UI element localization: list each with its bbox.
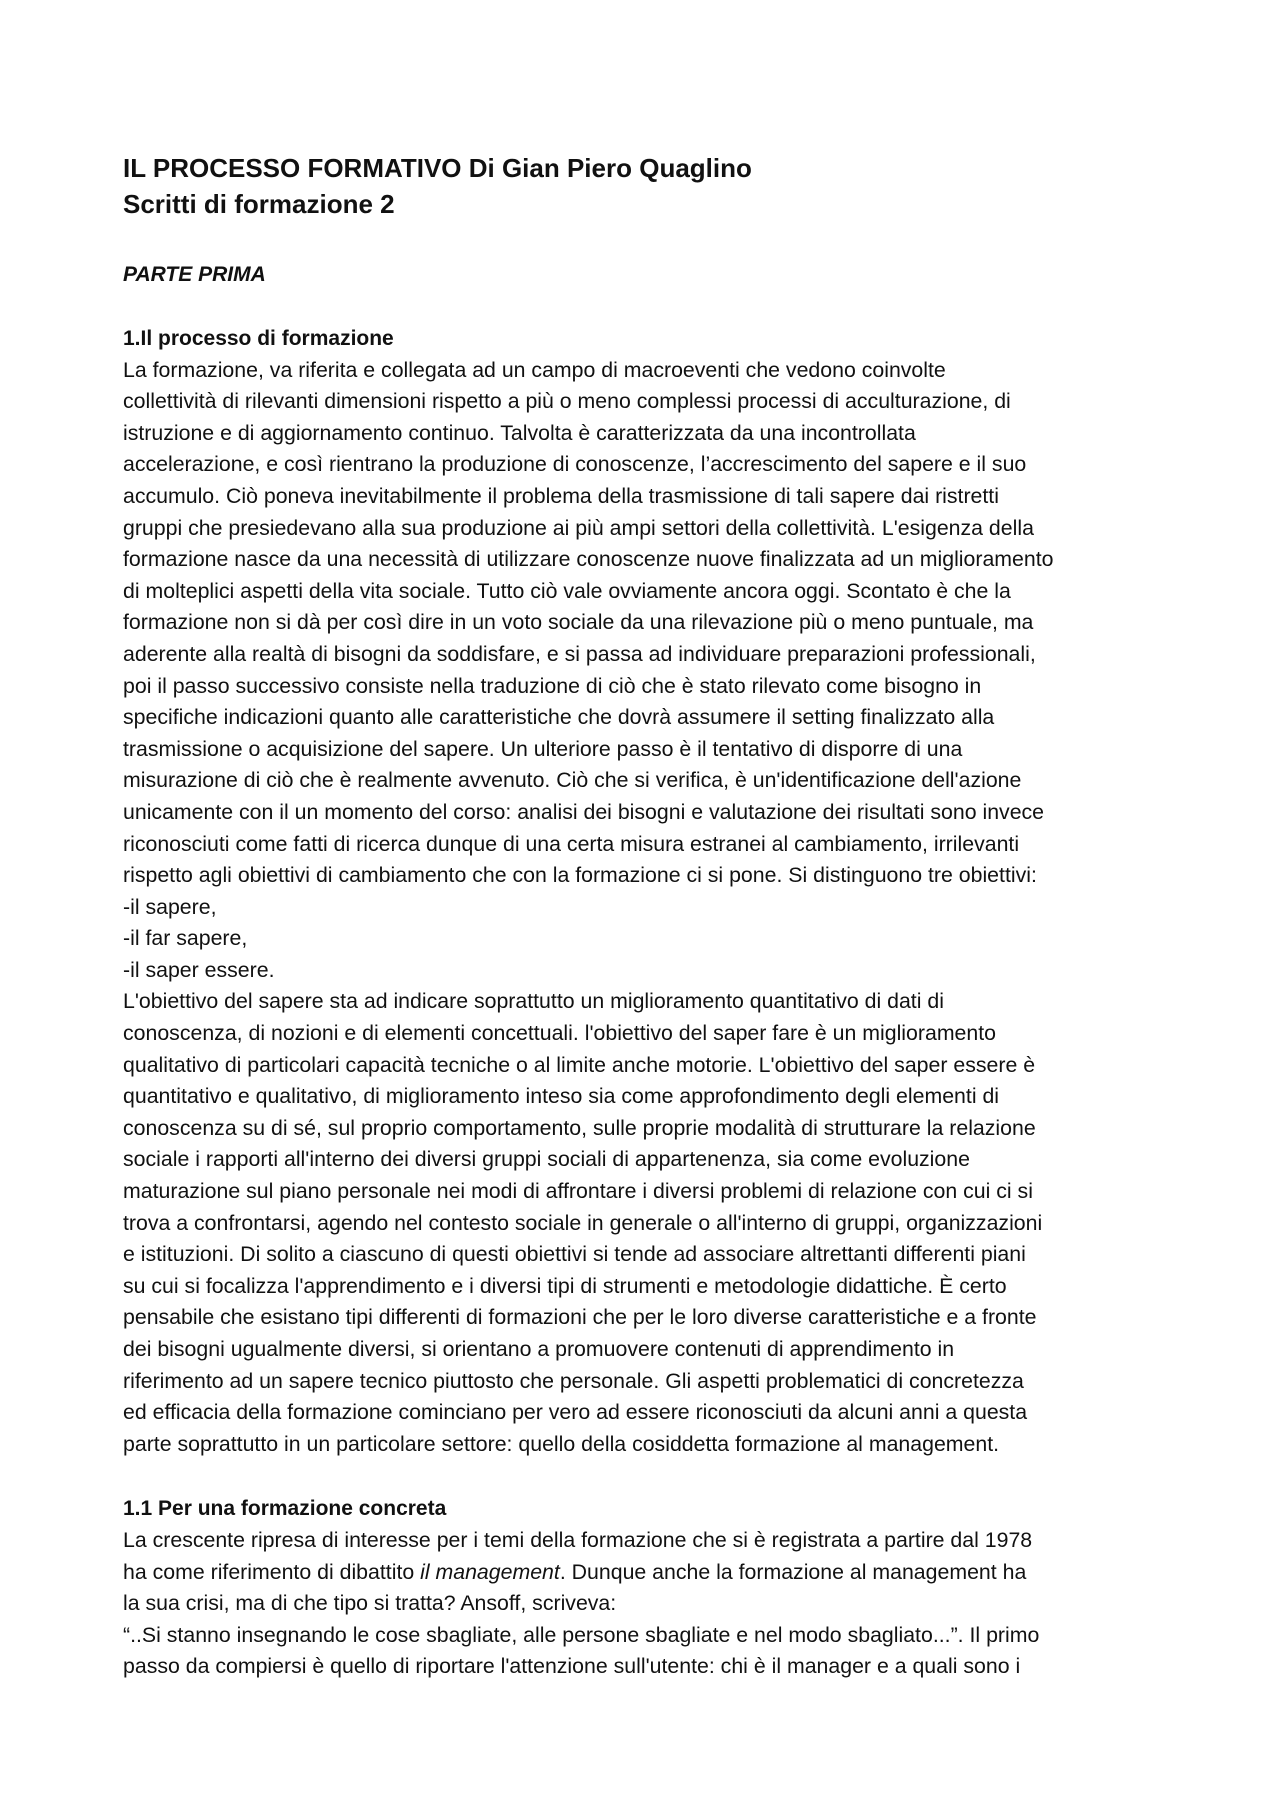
text-line: accelerazione, e così rientrano la produzione di conoscenze, l’accrescimento del sapere e il suo — [123, 452, 1027, 477]
text-line: gruppi che presiedevano alla sua produzione ai più ampi settori della collettività. L'esigenza della — [123, 515, 1034, 540]
text-line: maturazione sul piano personale nei modi di affrontare i diversi problemi di relazione con cui ci si — [123, 1179, 1033, 1204]
section-heading-1-1: 1.1 Per una formazione concreta — [123, 1497, 447, 1521]
text-line: sociale i rapporti all'interno dei diversi gruppi sociali di appartenenza, sia come evoluzione — [123, 1147, 970, 1172]
text-line: riconosciuti come fatti di ricerca dunque di una certa misura estranei al cambiamento, irrilevanti — [123, 831, 1020, 856]
text-line: misurazione di ciò che è realmente avvenuto. Ciò che si verifica, è un'identificazione dell'azione — [123, 768, 1022, 793]
text-line: di molteplici aspetti della vita sociale. Tutto ciò vale ovviamente ancora oggi. Scontato è che la — [123, 578, 1011, 603]
text-line: qualitativo di particolari capacità tecniche o al limite anche motorie. L'obiettivo del saper essere è — [123, 1052, 1036, 1077]
text-run: . Dunque anche la formazione al management ha — [559, 1559, 1027, 1584]
document-title — [123, 150, 1163, 222]
text-line: ed efficacia della formazione cominciano per vero ad essere riconosciuti da alcuni anni a questa — [123, 1400, 1028, 1425]
section-1-text — [123, 355, 1163, 1461]
section-1-1-text — [123, 1525, 1163, 1683]
text-line: quantitativo e qualitativo, di miglioramento inteso sia come approfondimento degli elementi di — [123, 1084, 1000, 1109]
text-line: collettività di rilevanti dimensioni rispetto a più o meno complessi processi di acculturazione, di — [123, 389, 1011, 414]
text-line: conoscenza su di sé, sul proprio comportamento, sulle proprie modalità di strutturare la relazione — [123, 1115, 1036, 1140]
text-line: trova a confrontarsi, agendo nel contesto sociale in generale o all'interno di gruppi, organizzazioni — [123, 1210, 1043, 1235]
text-line: parte soprattutto in un particolare settore: quello della cosiddetta formazione al management. — [123, 1431, 1000, 1456]
text-line: dei bisogni ugualmente diversi, si orientano a promuovere contenuti di apprendimento in — [123, 1337, 955, 1361]
text-line: su cui si focalizza l'apprendimento e i diversi tipi di strumenti e metodologie didattiche. È certo — [123, 1273, 1007, 1298]
part-heading: PARTE PRIMA — [123, 263, 266, 286]
title-line-2: Scritti di formazione 2 — [123, 189, 395, 219]
text-line: accumulo. Ciò poneva inevitabilmente il problema della trasmissione di tali sapere dai ristretti — [123, 483, 999, 508]
text-line: La crescente ripresa di interesse per i temi della formazione che si è registrata a partire dal 1978 — [123, 1527, 1033, 1552]
text-line: rispetto agli obiettivi di cambiamento che con la formazione ci si pone. Si distinguono tre obiettivi: — [123, 863, 1037, 888]
document-body — [123, 150, 1163, 1683]
text-line: e istituzioni. Di solito a ciascuno di questi obiettivi si tende ad associare altrettanti differenti piani — [123, 1242, 1026, 1267]
text-line: “..Si stanno insegnando le cose sbagliate, alle persone sbagliate e nel modo sbagliato...”. Il primo — [123, 1622, 1040, 1647]
text-line: conoscenza, di nozioni e di elementi concettuali. l'obiettivo del saper fare è un miglioramento — [123, 1021, 997, 1046]
text-line — [123, 1557, 1163, 1589]
text-line: trasmissione o acquisizione del sapere. Un ulteriore passo è il tentativo di disporre di una — [123, 736, 963, 761]
text-line: aderente alla realtà di bisogni da soddisfare, e si passa ad individuare preparazioni professionali, — [123, 641, 1036, 666]
text-run: ha come riferimento di dibattito — [123, 1559, 421, 1584]
text-line: passo da compiersi è quello di riportare l'attenzione sull'utente: chi è il manager e a quali sono i — [123, 1654, 1021, 1679]
text-line: formazione nasce da una necessità di utilizzare conoscenze nuove finalizzata ad un miglioramento — [123, 547, 1054, 572]
text-line: unicamente con il un momento del corso: analisi dei bisogni e valutazione dei risultati sono invece — [123, 799, 1045, 824]
text-line: istruzione e di aggiornamento continuo. Talvolta è caratterizzata da una incontrollata — [123, 420, 916, 445]
text-line: poi il passo successivo consiste nella traduzione di ciò che è stato rilevato come bisogno in — [123, 673, 982, 698]
text-line: La formazione, va riferita e collegata ad un campo di macroeventi che vedono coinvolte — [123, 357, 946, 382]
text-line: riferimento ad un sapere tecnico piuttosto che personale. Gli aspetti problematici di concretezza — [123, 1368, 1024, 1393]
section-1-1-rest — [123, 1588, 1163, 1683]
text-line: L'obiettivo del sapere sta ad indicare soprattutto un miglioramento quantitativo di dati di — [123, 989, 944, 1014]
text-line: -il sapere, — [123, 894, 217, 919]
title-line-1: IL PROCESSO FORMATIVO Di Gian Piero Quaglino — [123, 153, 752, 183]
section-heading-1: 1.Il processo di formazione — [123, 327, 394, 350]
text-line: -il far sapere, — [123, 926, 248, 951]
text-line: specifiche indicazioni quanto alle caratteristiche che dovrà assumere il setting finalizzato alla — [123, 705, 995, 730]
text-line: -il saper essere. — [123, 957, 275, 982]
italic-text-run: il management — [420, 1559, 560, 1584]
text-line: formazione non si dà per così dire in un voto sociale da una rilevazione più o meno puntuale, ma — [123, 610, 1034, 635]
text-line: la sua crisi, ma di che tipo si tratta? Ansoff, scriveva: — [123, 1591, 617, 1616]
text-line: pensabile che esistano tipi differenti di formazioni che per le loro diverse caratteristiche e a fronte — [123, 1305, 1037, 1330]
